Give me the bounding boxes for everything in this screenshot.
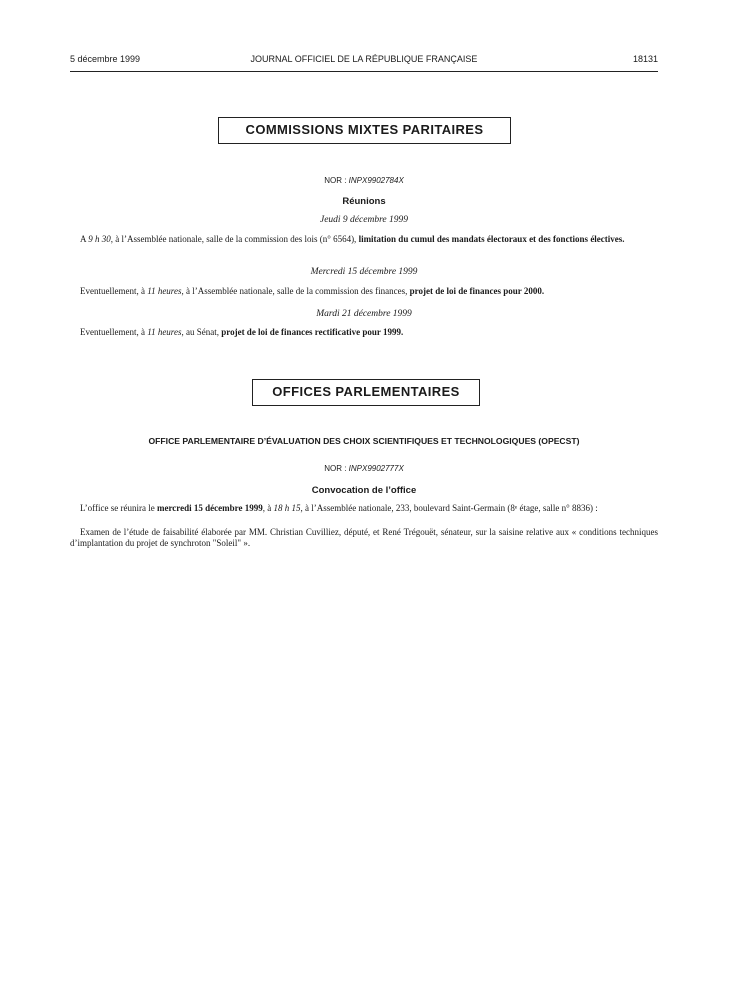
meeting-time: 11 heures	[147, 286, 182, 296]
convocation-time: 18 h 15	[273, 503, 301, 513]
meeting-time: 9 h 30	[88, 234, 111, 244]
header-rule	[70, 71, 658, 72]
meeting-text: , au Sénat,	[181, 327, 222, 337]
header-journal-title: JOURNAL OFFICIEL DE LA RÉPUBLIQUE FRANÇAISE	[250, 54, 478, 64]
convocation-text: , à l’Assemblée nationale, 233, boulevard Saint-Germain (8ᵉ étage, salle n° 8836) :	[300, 503, 598, 513]
meeting-subject: limitation du cumul des mandats électoraux et des fonctions électives.	[358, 234, 625, 244]
header-page-number: 18131	[632, 54, 658, 64]
meeting-paragraph	[70, 327, 658, 338]
meeting-date: Jeudi 9 décembre 1999	[319, 215, 409, 225]
page-header	[70, 54, 658, 67]
convocation-paragraph	[70, 503, 658, 514]
meeting-text: , à l’Assemblée nationale, salle de la commission des lois (n° 6564),	[110, 234, 359, 244]
nor-reference	[70, 464, 658, 473]
office-name: OFFICE PARLEMENTAIRE D’ÉVALUATION DES CHOIX SCIENTIFIQUES ET TECHNOLOGIQUES (OPECST)	[148, 436, 580, 446]
section-title-commissions: COMMISSIONS MIXTES PARITAIRES	[218, 117, 511, 144]
nor-reference	[70, 176, 658, 185]
meeting-date: Mercredi 15 décembre 1999	[310, 267, 418, 277]
nor-code: INPX9902777X	[348, 464, 404, 473]
nor-code: INPX9902784X	[348, 176, 404, 185]
convocation-text: , à	[262, 503, 274, 513]
meeting-text: , à l’Assemblée nationale, salle de la commission des finances,	[181, 286, 410, 296]
meeting-text: A	[80, 234, 89, 244]
meeting-subject: projet de loi de finances pour 2000.	[409, 286, 545, 296]
meeting-text: Eventuellement, à	[80, 286, 148, 296]
meeting-text: Eventuellement, à	[80, 327, 148, 337]
section-heading-reunions: Réunions	[342, 196, 386, 207]
header-date: 5 décembre 1999	[70, 54, 141, 64]
nor-label: NOR :	[324, 176, 349, 185]
section-heading-convocation: Convocation de l’office	[311, 485, 417, 496]
meeting-time: 11 heures	[147, 327, 182, 337]
nor-label: NOR :	[324, 464, 349, 473]
meeting-paragraph	[70, 234, 658, 245]
meeting-paragraph	[70, 286, 658, 297]
section-title-offices: OFFICES PARLEMENTAIRES	[252, 379, 480, 406]
convocation-text: L’office se réunira le	[80, 503, 157, 513]
meeting-subject: projet de loi de finances rectificative pour 1999.	[221, 327, 404, 337]
convocation-date: mercredi 15 décembre 1999	[156, 503, 263, 513]
examen-paragraph: Examen de l’étude de faisabilité élaborée par MM. Christian Cuvilliez, député, et René Trégouët, sénateur, sur la saisine relative aux « conditions techniques d’implantation du projet de synchroton "Soleil" ».	[70, 527, 658, 548]
meeting-date: Mardi 21 décembre 1999	[316, 309, 412, 319]
